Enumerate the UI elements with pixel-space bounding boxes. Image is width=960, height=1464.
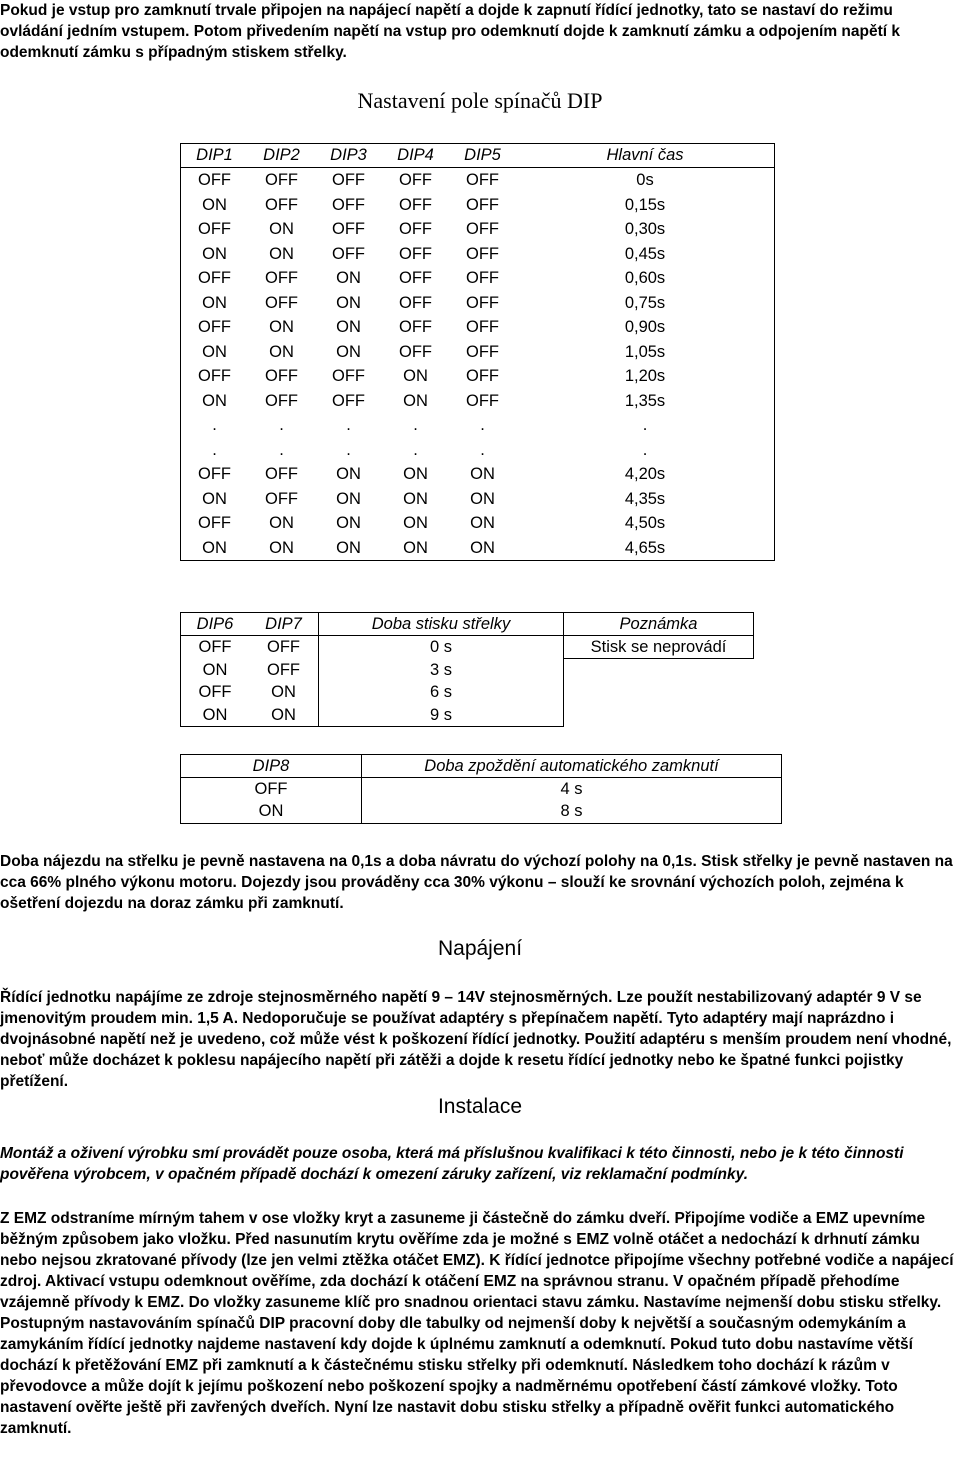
table-cell: ON bbox=[181, 800, 362, 823]
table-cell: OFF bbox=[466, 220, 499, 238]
table-row bbox=[181, 462, 775, 487]
intro-paragraph: Pokud je vstup pro zamknutí trvale připojen na napájecí napětí a dojde k zapnutí řídící jednotky, tato se nastaví do režimu ovládání jedním vstupem. Potom přivedením napětí na vstup pro odemknutí dojde k zamknutí zámku a odpojením napětí k odemknutí zámku s případným stiskem střelky. bbox=[0, 2, 901, 61]
table-cell bbox=[564, 704, 754, 727]
table-cell: OFF bbox=[332, 391, 365, 410]
table-cell: OFF bbox=[466, 318, 499, 336]
table-cell: ON bbox=[336, 318, 361, 336]
table-cell: . bbox=[181, 438, 249, 463]
table-row bbox=[181, 704, 754, 727]
table-cell: . bbox=[279, 440, 284, 459]
table-row bbox=[181, 266, 775, 291]
table-cell: 1,05s bbox=[516, 340, 775, 365]
table-row bbox=[181, 340, 775, 365]
table-cell: 4,65s bbox=[516, 536, 775, 561]
table-cell: 1,35s bbox=[516, 389, 775, 414]
table-cell: OFF bbox=[466, 269, 499, 287]
header-cell: Hlavní čas bbox=[516, 144, 775, 168]
table-cell: OFF bbox=[332, 367, 365, 385]
table-cell bbox=[564, 659, 754, 681]
table-cell: ON bbox=[382, 536, 449, 561]
table-cell: OFF bbox=[399, 244, 432, 263]
table-cell: OFF bbox=[399, 293, 432, 312]
table-cell: ON bbox=[449, 536, 516, 561]
table-cell: . bbox=[346, 416, 351, 434]
header-cell: DIP7 bbox=[249, 613, 319, 636]
table-cell: ON bbox=[403, 514, 428, 532]
header-cell: Doba stisku střelky bbox=[319, 613, 564, 636]
table-cell: OFF bbox=[466, 171, 499, 189]
table-cell: . bbox=[413, 440, 418, 459]
table-header-row bbox=[181, 755, 782, 778]
table-cell: OFF bbox=[332, 220, 365, 238]
table-cell: 4,50s bbox=[516, 511, 775, 536]
table-cell: 4 s bbox=[362, 778, 782, 801]
table-cell: ON bbox=[248, 536, 315, 561]
table-row bbox=[181, 659, 754, 681]
table-cell: . bbox=[480, 416, 485, 434]
table-cell: OFF bbox=[332, 171, 365, 189]
table-row bbox=[181, 511, 775, 536]
najezd-paragraph: Doba nájezdu na střelku je pevně nastavena na 0,1s a doba návratu do výchozí polohy na 0,1s. Stisk střelky je pevně nastaven na cca 66% plného výkonu motoru. Dojezdy jsou prováděny cca 30% výkonu – slouží ke srovnání výchozích poloh, zejména k ošetření dojezdu na doraz zámku při zamknutí. bbox=[0, 853, 953, 912]
table-cell: ON bbox=[181, 389, 249, 414]
table-cell: 0,45s bbox=[516, 242, 775, 267]
table-cell: OFF bbox=[181, 315, 249, 340]
table-header-row bbox=[181, 613, 754, 636]
table-cell: ON bbox=[336, 465, 361, 483]
header-cell: Poznámka bbox=[564, 613, 754, 636]
napajeni-paragraph: Řídící jednotku napájíme ze zdroje stejnosměrného napětí 9 – 14V stejnosměrných. Lze použít nestabilizovaný adaptér 9 V se jmenovitým proudem min. 1,5 A. Nedoporučuje se používat adaptéry s přepínačem napětí. Tyto adaptéry mají naprázdno i dvojnásobné napětí než je uvedeno, což může vést k poškození řídící jednotky. Použití adaptéru s menším proudem není vhodné, neboť může docházet k poklesu napájecího napětí při zátěži a dojde k resetu řídící jednotky nebo ke špatné funkci pojistky přetížení. bbox=[0, 989, 952, 1090]
table-cell: ON bbox=[470, 489, 495, 508]
table-cell: 0,15s bbox=[516, 193, 775, 218]
table-row bbox=[181, 315, 775, 340]
table-cell: . bbox=[480, 440, 485, 459]
table-cell: ON bbox=[403, 391, 428, 410]
table-cell: OFF bbox=[267, 638, 300, 657]
instalace-heading: Instalace bbox=[437, 1095, 523, 1118]
table-cell: ON bbox=[269, 244, 294, 263]
table-cell: OFF bbox=[265, 465, 298, 483]
table-cell: OFF bbox=[181, 364, 249, 389]
table-cell: OFF bbox=[466, 195, 499, 214]
table-cell: 1,20s bbox=[516, 364, 775, 389]
table-cell: 4,20s bbox=[516, 462, 775, 487]
table-cell: 0s bbox=[516, 168, 775, 193]
table-row bbox=[181, 636, 754, 659]
table-cell: . bbox=[516, 413, 775, 438]
table-cell: ON bbox=[181, 291, 249, 316]
table-cell: OFF bbox=[265, 367, 298, 385]
table-cell: 6 s bbox=[319, 681, 564, 703]
table-row bbox=[181, 193, 775, 218]
table-cell: OFF bbox=[265, 489, 298, 508]
table-cell: OFF bbox=[399, 195, 432, 214]
table-cell: OFF bbox=[181, 511, 249, 536]
table-cell: OFF bbox=[265, 171, 298, 189]
table-cell: 0,75s bbox=[516, 291, 775, 316]
napajeni-heading: Napájení bbox=[437, 937, 523, 960]
table-cell: ON bbox=[269, 342, 294, 361]
table-row bbox=[181, 168, 775, 193]
table-cell: ON bbox=[181, 242, 249, 267]
table-cell: OFF bbox=[399, 171, 432, 189]
table-cell: ON bbox=[470, 465, 495, 483]
table-cell: ON bbox=[336, 514, 361, 532]
table-cell: ON bbox=[181, 487, 249, 512]
table-cell: OFF bbox=[466, 244, 499, 263]
header-cell: DIP3 bbox=[315, 144, 382, 168]
instalace-warning: Montáž a oživení výrobku smí provádět pouze osoba, která má příslušnou kvalifikaci k této činnosti, nebo je k této činnosti pověřena výrobcem, v opačném případě dochází k omezení záruky zařízení, viz reklamační podmínky. bbox=[0, 1145, 904, 1183]
table-cell: 8 s bbox=[362, 800, 782, 823]
table-row bbox=[181, 487, 775, 512]
table-row bbox=[181, 800, 782, 823]
table-cell: . bbox=[181, 413, 249, 438]
dip1-5-table bbox=[180, 143, 775, 561]
table-cell: OFF bbox=[265, 269, 298, 287]
table-row bbox=[181, 681, 754, 703]
table-cell: OFF bbox=[466, 391, 499, 410]
table-cell: . bbox=[279, 416, 284, 434]
table-cell: OFF bbox=[181, 681, 250, 703]
table-cell: 0,30s bbox=[516, 217, 775, 242]
table-cell: OFF bbox=[181, 636, 250, 659]
table-cell: ON bbox=[249, 704, 319, 727]
table-cell: . bbox=[413, 416, 418, 434]
dip8-table bbox=[180, 754, 782, 824]
table-cell: ON bbox=[336, 293, 361, 312]
table-cell: 9 s bbox=[319, 704, 564, 727]
table-cell: ON bbox=[181, 536, 249, 561]
table-cell: 0 s bbox=[319, 636, 564, 659]
table-cell: ON bbox=[336, 342, 361, 361]
table-cell: OFF bbox=[399, 318, 432, 336]
header-cell: Doba zpoždění automatického zamknutí bbox=[362, 755, 782, 778]
dip6-7-table bbox=[180, 612, 754, 727]
header-cell: DIP5 bbox=[449, 144, 516, 168]
table-cell: OFF bbox=[399, 342, 432, 361]
instalace-paragraph: Z EMZ odstraníme mírným tahem v ose vložky kryt a zasuneme ji částečně do zámku dveří. Připojíme vodiče a EMZ upevníme běžným způsobem jako vložku. Před nasunutím krytu ověříme zda je možné s EMZ volně otáčet a nedochází k drhnutí zámku nebo nejsou zkratované přívody (lze jen velmi ztěžka otáčet EMZ). K řídící jednotce připojíme všechny potřebné vodiče a napájecí zdroj. Aktivací vstupu odemknout ověříme, zda dochází k otáčení EMZ na správnou stranu. V opačném případě přehodíme vzájemně přívody k EMZ. Do vložky zasuneme klíč pro snadnou orientaci stavu zámku. Nastavíme nejmenší dobu stisku střelky. Postupným nastavováním spínačů DIP pracovní doby dle tabulky od nejmenší doby k největší a současným odemykáním a zamykáním řídící jednotky najdeme nastavení kdy dojde k úplnému zamknutí a odemknutí. Pokud tuto dobu nastavíme větší dochází k přetěžování EMZ při zamknutí a k částečnému stisku střelky při odemknutí. Následkem toho dochází k rázům v převodovce a může dojít k jejímu poškození nebo poškození spojky a nadměrnému opotřebení částí zámkové vložky. Toto nastavení ověřte ještě při zavřených dveřích. Nyní lze nastavit dobu stisku střelky a případně ověřit funkci automatického zamknutí. bbox=[0, 1210, 954, 1437]
table-cell: ON bbox=[315, 536, 382, 561]
table-cell: 0,60s bbox=[516, 266, 775, 291]
table-cell: OFF bbox=[332, 195, 365, 214]
table-cell: ON bbox=[403, 367, 428, 385]
table-cell: ON bbox=[269, 220, 294, 238]
table-cell: OFF bbox=[265, 391, 298, 410]
table-row bbox=[181, 438, 775, 463]
table-cell: ON bbox=[181, 193, 249, 218]
table-cell: . bbox=[516, 438, 775, 463]
table-cell: OFF bbox=[265, 293, 298, 312]
table-cell: ON bbox=[269, 318, 294, 336]
table-cell: OFF bbox=[466, 367, 499, 385]
header-cell: DIP1 bbox=[181, 144, 249, 168]
table-cell: 0,90s bbox=[516, 315, 775, 340]
header-cell: DIP4 bbox=[382, 144, 449, 168]
table-cell: ON bbox=[336, 269, 361, 287]
header-cell: DIP2 bbox=[248, 144, 315, 168]
table-cell: OFF bbox=[181, 462, 249, 487]
table-cell: ON bbox=[403, 489, 428, 508]
table-cell: ON bbox=[470, 514, 495, 532]
table-cell: OFF bbox=[181, 168, 249, 193]
table-cell: OFF bbox=[332, 244, 365, 263]
table-cell: 4,35s bbox=[516, 487, 775, 512]
table-cell: OFF bbox=[265, 195, 298, 214]
table-row bbox=[181, 291, 775, 316]
table-cell: ON bbox=[269, 514, 294, 532]
table-cell: OFF bbox=[181, 217, 249, 242]
table-row bbox=[181, 536, 775, 561]
table-cell: OFF bbox=[267, 660, 300, 679]
table-cell: 3 s bbox=[319, 659, 564, 681]
table-cell: ON bbox=[181, 704, 250, 727]
table-cell: Stisk se neprovádí bbox=[564, 636, 754, 659]
table-cell: OFF bbox=[466, 342, 499, 361]
table-header-row bbox=[181, 144, 775, 168]
table-cell: ON bbox=[181, 659, 250, 681]
dip-section-title: Nastavení pole spínačů DIP bbox=[357, 88, 603, 113]
header-cell: DIP6 bbox=[181, 613, 250, 636]
table-cell bbox=[564, 681, 754, 703]
table-cell: ON bbox=[403, 465, 428, 483]
table-cell: ON bbox=[271, 683, 296, 702]
table-row bbox=[181, 389, 775, 414]
table-row bbox=[181, 413, 775, 438]
table-cell: OFF bbox=[181, 778, 362, 801]
table-row bbox=[181, 242, 775, 267]
header-cell: DIP8 bbox=[181, 755, 362, 778]
table-cell: OFF bbox=[399, 269, 432, 287]
table-cell: OFF bbox=[399, 220, 432, 238]
table-cell: OFF bbox=[181, 266, 249, 291]
table-cell: ON bbox=[336, 489, 361, 508]
table-row bbox=[181, 217, 775, 242]
table-cell: OFF bbox=[466, 293, 499, 312]
table-cell: ON bbox=[181, 340, 249, 365]
table-cell: . bbox=[346, 440, 351, 459]
table-row bbox=[181, 778, 782, 801]
table-row bbox=[181, 364, 775, 389]
